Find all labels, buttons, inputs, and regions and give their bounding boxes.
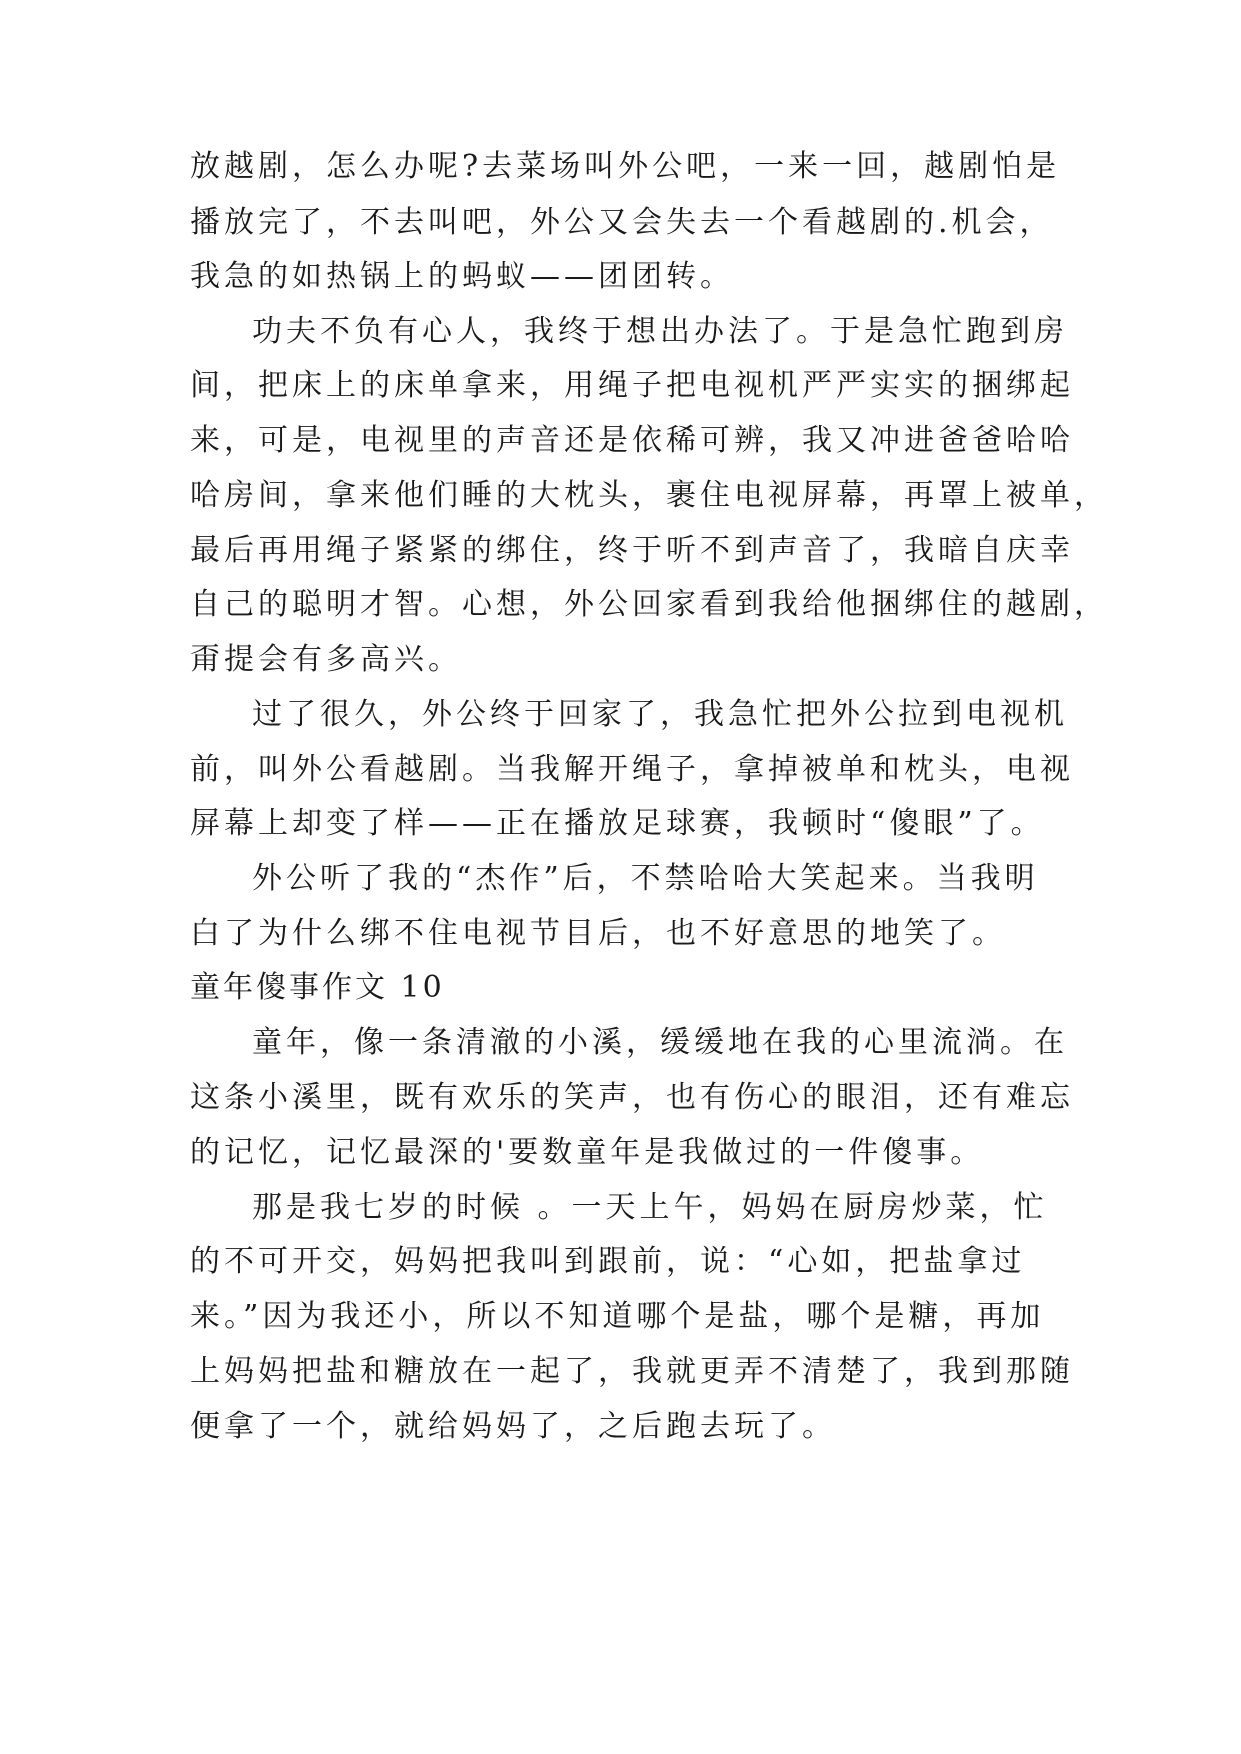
- text-line: 前，叫外公看越剧。当我解开绳子，拿掉被单和枕头，电视: [190, 752, 1074, 787]
- text-line: 最后再用绳子紧紧的绑住，终于听不到声音了，我暗自庆幸: [190, 533, 1074, 568]
- text-line: 上妈妈把盐和糖放在一起了，我就更弄不清楚了，我到那随: [190, 1354, 1074, 1389]
- text-line: 屏幕上却变了样——正在播放足球赛，我顿时“傻眼”了。: [190, 806, 1045, 841]
- section-heading: 童年傻事作文 10: [190, 970, 445, 1005]
- text-line: 的记忆，记忆最深的'要数童年是我做过的一件傻事。: [190, 1135, 985, 1170]
- text-line: 哈房间，拿来他们睡的大枕头，裹住电视屏幕，再罩上被单，: [190, 478, 1108, 513]
- text-line: 甭提会有多高兴。: [190, 642, 462, 677]
- text-line: 播放完了，不去叫吧，外公又会失去一个看越剧的.机会，: [190, 205, 1054, 240]
- text-line: 自己的聪明才智。心想，外公回家看到我给他捆绑住的越剧，: [190, 587, 1108, 622]
- paragraph-first-line: 外公听了我的“杰作”后，不禁哈哈大笑起来。当我明: [252, 861, 1039, 896]
- text-line: 这条小溪里，既有欢乐的笑声，也有伤心的眼泪，还有难忘: [190, 1080, 1074, 1115]
- text-line: 来。”因为我还小，所以不知道哪个是盐，哪个是糖，再加: [190, 1299, 1045, 1334]
- text-line: 的不可开交，妈妈把我叫到跟前，说：“心如，把盐拿过: [190, 1244, 1026, 1279]
- paragraph-first-line: 功夫不负有心人，我终于想出办法了。于是急忙跑到房: [252, 314, 1068, 349]
- text-line: 便拿了一个，就给妈妈了，之后跑去玩了。: [190, 1409, 836, 1444]
- paragraph-first-line: 过了很久，外公终于回家了，我急忙把外公拉到电视机: [252, 697, 1068, 732]
- text-line: 我急的如热锅上的蚂蚁——团团转。: [190, 259, 734, 294]
- paragraph-first-line: 童年，像一条清澈的小溪，缓缓地在我的心里流淌。在: [252, 1025, 1068, 1060]
- text-line: 白了为什么绑不住电视节目后，也不好意思的地笑了。: [190, 916, 1006, 951]
- text-line: 放越剧，怎么办呢?去菜场叫外公吧，一来一回，越剧怕是: [190, 149, 1061, 184]
- text-line: 来，可是，电视里的声音还是依稀可辨，我又冲进爸爸哈哈: [190, 423, 1074, 458]
- text-line: 间，把床上的床单拿来，用绳子把电视机严严实实的捆绑起: [190, 368, 1074, 403]
- paragraph-first-line: 那是我七岁的时候 。一天上午，妈妈在厨房炒菜，忙: [252, 1190, 1048, 1225]
